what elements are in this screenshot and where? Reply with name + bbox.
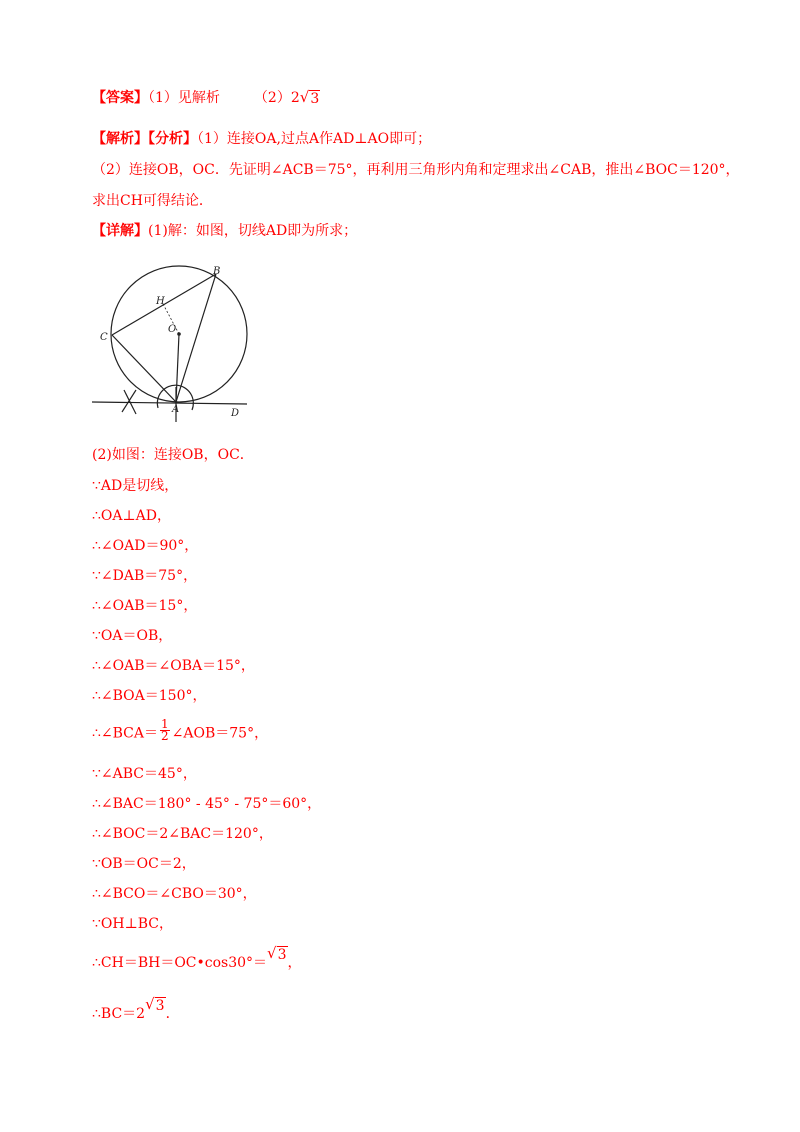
fraction-half: [160, 719, 170, 742]
detail-line: [92, 221, 357, 241]
step-line: ∴∠BAC＝180° - 45° - 75°＝60°，: [92, 796, 322, 812]
answer-radicand: 3: [310, 90, 320, 107]
step-line: ∵∠ABC＝45°，: [92, 766, 197, 782]
frac-num: 1: [161, 717, 169, 731]
step-line: (2)如图：连接OB，OC．: [92, 447, 254, 463]
frac-prefix: ∴∠BCA＝: [92, 725, 159, 742]
detail-tag: 【详解】: [92, 223, 148, 239]
analysis-tag: 【解析】: [92, 131, 148, 147]
analysis-part1: （1）连接OA,过点A作AD⊥AO即可；: [197, 131, 432, 147]
label-d: D: [231, 408, 240, 419]
answer-line: [92, 88, 320, 108]
step-line: ∵OH⊥BC，: [92, 916, 174, 932]
step-line: ∴∠BOA＝150°，: [92, 688, 207, 704]
bc-suffix: ．: [165, 1006, 180, 1022]
tangent-line-ad: [92, 402, 247, 404]
step-line: ∵OA＝OB，: [92, 628, 173, 644]
step-line: ∵OB＝OC＝2，: [92, 856, 196, 872]
step-line: ∴∠BCO＝∠CBO＝30°，: [92, 886, 257, 902]
answer-part1: （1）见解析: [148, 90, 220, 106]
sqrt-symbol: √ 3: [145, 994, 165, 1014]
label-h: H: [156, 296, 165, 307]
ch-radicand: 3: [277, 946, 287, 963]
label-c: C: [100, 332, 108, 343]
answer-part2-prefix: （2）2: [253, 90, 300, 106]
analysis-line-2: （2）连接OB，OC．先证明∠ACB＝75°，再利用三角形内角和定理求出∠CAB，推出∠BOC＝120°，: [92, 162, 740, 178]
detail-text: (1)解：如图，切线AD即为所求；: [148, 223, 358, 239]
answer-tag: 【答案】: [92, 90, 148, 106]
step-line: ∵AD是切线，: [92, 478, 179, 494]
label-a: A: [172, 404, 180, 415]
label-b: B: [213, 266, 221, 277]
point-o: [177, 332, 181, 336]
bc-radicand: 3: [155, 997, 165, 1014]
analysis-subtag: 【分析】: [148, 131, 197, 147]
step-line: ∴∠OAD＝90°，: [92, 538, 199, 554]
step-line: ∴∠OAB＝∠OBA＝15°，: [92, 658, 255, 674]
frac-suffix: ∠AOB＝75°，: [171, 725, 269, 742]
step-line: ∴OA⊥AD，: [92, 508, 171, 524]
analysis-line-1: [92, 129, 431, 149]
analysis-line-3: 求出CH可得结论．: [92, 193, 213, 209]
step-line: ∴∠BOC＝2∠BAC＝120°，: [92, 826, 273, 842]
ch-prefix: ∴CH＝BH＝OC•cos30°＝: [92, 955, 268, 971]
step-line-ch: [92, 943, 302, 973]
step-line-fraction: [92, 717, 269, 745]
step-line: ∵∠DAB＝75°，: [92, 568, 198, 584]
ch-suffix: ，: [287, 955, 302, 971]
step-line-bc: [92, 994, 180, 1024]
geometry-figure: [92, 262, 262, 434]
label-o: O: [168, 324, 177, 335]
chord-ab: [176, 274, 216, 402]
bc-prefix: ∴BC＝2: [92, 1006, 146, 1022]
sqrt-symbol: √ 3: [299, 87, 320, 107]
sqrt-symbol: √ 3: [267, 943, 287, 963]
frac-den: 2: [161, 729, 169, 743]
step-line: ∴∠OAB＝15°，: [92, 598, 198, 614]
